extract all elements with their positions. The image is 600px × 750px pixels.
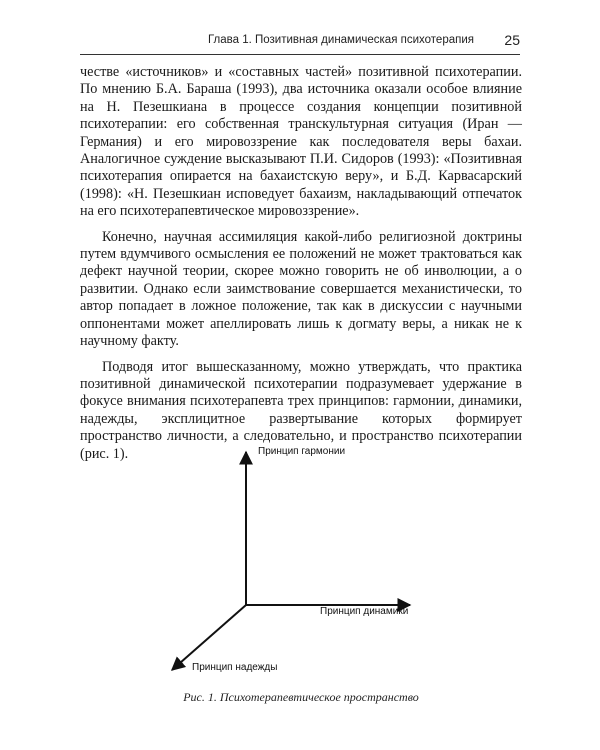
axis-label-hope: Принцип надежды xyxy=(192,662,278,673)
axis-label-dynamics: Принцип динамики xyxy=(320,606,409,617)
body-text xyxy=(80,64,522,463)
chapter-title: Глава 1. Позитивная динамическая психотерапия xyxy=(207,34,474,46)
axis-label-harmony: Принцип гармонии xyxy=(258,446,346,457)
paragraph-1: честве «источников» и «составных частей» позитивной психотерапии. По мнению Б.А. Бараша (1993), два источника оказали особое влияние на Н. Пезешкиана в процессе создания концепции позитивной психотерапии: его собственная транскультурная ситуация (Иран — Германия) и его мировоззрение как последователя веры бахаи. Аналогичное суждение высказывают П.И. Сидоров (1993): «Позитивная психотерапия опирается на бахаистскую веру», и Б.Д. Карвасарский (1998): «Н. Пезешкиан исповедует бахаизм, накладывающий отпечаток на его психотерапевтическое мировоззрение». xyxy=(80,64,522,220)
diagonal-axis-arrow xyxy=(172,605,246,670)
figure-psychotherapeutic-space xyxy=(150,440,450,680)
page-number: 25 xyxy=(504,32,520,48)
running-header xyxy=(80,30,520,54)
axes-diagram xyxy=(150,440,450,680)
header-rule xyxy=(80,54,520,55)
paragraph-2: Конечно, научная ассимиляция какой-либо религиозной доктрины путем вдумчивого осмысления ее положений не может трактоваться как дефект научной теории, скорее можно говорить не об инволюции, а о развитии. Однако если заимствование совершается механистически, то автор попадает в ложное положение, так как в дискуссии с научными оппонентами может апеллировать лишь к догмату веры, а никак не к научному факту. xyxy=(80,228,522,350)
figure-caption: Рис. 1. Психотерапевтическое пространство xyxy=(183,690,419,704)
paragraph-3: Подводя итог вышесказанному, можно утверждать, что практика позитивной динамической психотерапии подразумевает удержание в фокусе внимания психотерапевта трех принципов: гармонии, динамики, надежды, эксплицитное развертывание которых формирует пространство личности, а следовательно, и пространство психотерапии (рис. 1). xyxy=(80,358,522,462)
